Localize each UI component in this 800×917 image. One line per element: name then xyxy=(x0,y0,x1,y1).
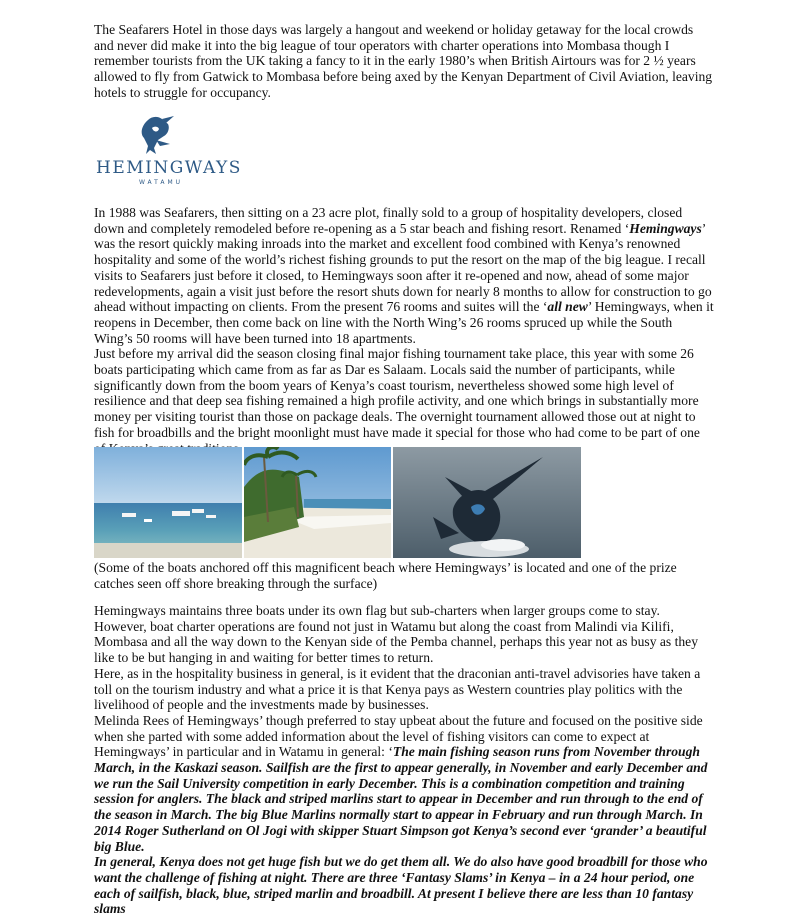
emphasis-hemingways: Hemingways xyxy=(629,220,702,236)
paragraph-tournament: Just before my arrival did the season closing final major fishing tournament take place, this year with some 26 boats participating which came from as far as Dar es Salaam. Locals said the number of participants, while significantly down from the boom years of Kenya’s coast tourism, nevertheless showed some high level of resilience and that deep sea fishing remained a high profile activity, and one which brings in substantially more money per visiting tourist than those on package deals. The overnight tournament allowed those out at night to fish for broadbills and the bright moonlight must have made it special for those who had come to be part of one xyxy=(94,346,700,440)
quote-fantasy-slams: In general, Kenya does not get huge fish but we do get them all. We do also have good broadbill for those who want the challenge of fishing at night. There are three ‘Fantasy Slams’ in Kenya – in a 24 hour period, one each of sailfish, black, blue, striped marlin and broadbill. At present I believe there are less than 10 fantasy slams xyxy=(94,854,708,917)
emphasis-all-new: all new xyxy=(547,299,588,315)
photo-marlin-jumping xyxy=(393,447,581,558)
marlin-logo-icon xyxy=(96,114,226,158)
paragraph-seafarers-history: The Seafarers Hotel in those days was largely a hangout and weekend or holiday getaway for the local crowds and never did make it into the big league of tour operators with charter operations into Mombasa though I remember tourists from the UK taking a fancy to it in the early 1980’s when British Airtours was for 2 ½ years allowed to fly from Gatwick to Mombasa before being axed by the Kenyan Department of Civil Aviation, leaving hotels to struggle for occupancy. xyxy=(94,22,713,100)
photo-caption: (Some of the boats anchored off this magnificent beach where Hemingways’ is located and one of the prize catches seen off shore breaking through the surface) xyxy=(94,560,677,591)
paragraph-fishing-season: Hemingways maintains three boats under its own flag but sub-charters when larger groups come to stay. However, boat charter operations are found not just in Watamu but along the coast from Malindi via Kilifi, Mombasa and all the way down to the Kenyan side of the Pemba channel, perhaps this year not as busy as they like to be but hanging in and waiting for better times to return. Here, as in the hospitality business in general, is it evident that the draconian anti-travel advisories have taken a toll on the tourism industry and what a price it is that Kenya pays as Western countries play politics with the livelihood of people and the investments made by businesses. Melinda Rees of Hemingways’ though preferred to stay upbeat about the future and focused on the positive side when she parted with some added information about the level of fishing visitors can come to expect at Hemingways’ in particular and in Watamu in general: ‘The main fishing season runs from November through March, in the Kaskazi season. Sailfish are the first to appear generally, in November and early December and we run the Sail University competition in early December. This is a combination competition and training session for anglers. The black and striped marlins start to appear in December and run through to the end of the season in March. The big Blue Marlins normally start to appear in February and run through March. In 2014 Roger Sutherland on Ol Jogi with skipper Stuart Simpson got Kenya’s second ever ‘grander’ a beautiful big Blue. In general, Kenya does not get huge fish but we do get them all. We do also have good broadbill for those who want the challenge of fishing at night. There are three ‘Fantasy Slams’ in Kenya – in a 24 hour period, one each of sailfish, black, blue, striped marlin and broadbill. At present I believe there are less than 10 fantasy slams xyxy=(94,603,708,917)
logo-wordmark: HEMINGWAYS xyxy=(96,158,242,178)
paragraph-hemingways-resort: In 1988 was Seafarers, then sitting on a 23 acre plot, finally sold to a group of hospitality developers, closed down and completely remodeled before re-opening as a 5 star beach and fishing resort. Renamed ‘Hemingways’ was the resort quickly making inroads into the market and excellent food combined with Kenya’s renowned hospitality and some of the world’s richest fishing grounds to put the resort on the map of the big league. I recall visits to Seafarers just before it closed, to Hemingways soon after it re-opened and now, ahead of some major redevelopments, again a visit just before the resort shuts down for nearly 8 months to allow for construction to go ahead without impacting on clients. From the present 76 rooms and suites will the ‘all new’ Hemingways, when it reopens in December, then come back on line with the North Wing’s 26 rooms spruced up while the South Wing’s 50 rooms will have been turned into 18 apartments. Just before my arrival did the season closing final major fishing tournament take place, this year with some 26 boats participating which came from as far as Dar es Salaam. Locals said the number of participants, while significantly down from the boom years of Kenya’s coast tourism, nevertheless showed some high level of resilience and that deep sea fishing remained a high profile activity, and one which brings in substantially more money per visiting tourist than those on package deals. The overnight tournament allowed those out at night to fish for broadbills and the bright moonlight must have made it special for those who had come to be part of one xyxy=(94,205,714,456)
quote-fishing-season: The main fishing season runs from November through March, in the Kaskazi season. Sailfish are the first to appear generally, in November and early December and we run the Sail University competition in early December. This is a combination competition and training session for anglers. The black and striped marlins start to appear in December and run through to the end of the season in March. The big Blue Marlins normally start to appear in February and run through March. In 2014 Roger Sutherland on Ol Jogi with skipper Stuart Simpson got Kenya’s second ever ‘grander’ a beautiful big Blue. xyxy=(94,744,708,854)
photo-palm-beach xyxy=(244,447,391,558)
logo-subtitle: WATAMU xyxy=(138,179,184,186)
hemingways-logo xyxy=(96,114,242,188)
photo-boats-anchored xyxy=(94,447,242,558)
